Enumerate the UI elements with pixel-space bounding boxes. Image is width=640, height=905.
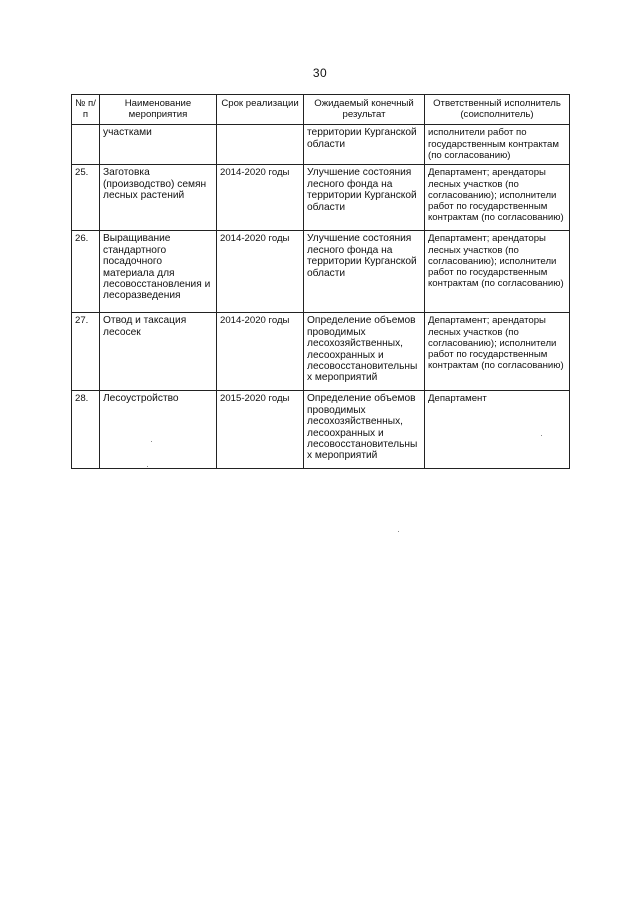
scan-speck: [147, 466, 148, 467]
header-executor: Ответственный исполнитель (соисполнитель): [425, 95, 570, 125]
table-header-row: [72, 95, 570, 125]
cell-executor: Департамент; арендаторы лесных участков (по согласованию); исполнители работ по государственным контрактам (по согласованию): [425, 231, 570, 313]
table-row: [72, 165, 570, 231]
cell-num: [72, 125, 100, 165]
table-row: [72, 231, 570, 313]
cell-executor: исполнители работ по государственным контрактам (по согласованию): [425, 125, 570, 165]
table-row: [72, 125, 570, 165]
cell-term: 2014-2020 годы: [217, 313, 304, 391]
cell-term: [217, 125, 304, 165]
cell-executor: Департамент; арендаторы лесных участков (по согласованию); исполнители работ по государственным контрактам (по согласованию): [425, 165, 570, 231]
cell-result: Определение объемов проводимых лесохозяйственных, лесоохранных и лесовосстановительных мероприятий: [304, 313, 425, 391]
cell-num: 27.: [72, 313, 100, 391]
measures-table: [71, 94, 570, 469]
header-term: Срок реализации: [217, 95, 304, 125]
cell-result: Улучшение состояния лесного фонда на территории Курганской области: [304, 231, 425, 313]
cell-num: 28.: [72, 391, 100, 469]
scan-speck: [151, 441, 152, 442]
scan-speck: [398, 531, 399, 532]
scan-speck: [541, 435, 542, 436]
cell-name: участками: [100, 125, 217, 165]
cell-result: Улучшение состояния лесного фонда на территории Курганской области: [304, 165, 425, 231]
cell-name: Заготовка (производство) семян лесных растений: [100, 165, 217, 231]
cell-name: Лесоустройство: [100, 391, 217, 469]
table-row: [72, 391, 570, 469]
cell-executor: Департамент; арендаторы лесных участков (по согласованию); исполнители работ по государственным контрактам (по согласованию): [425, 313, 570, 391]
page-number: 30: [312, 66, 328, 80]
cell-name: Выращивание стандартного посадочного материала для лесовосстановления и лесоразведения: [100, 231, 217, 313]
cell-term: 2014-2020 годы: [217, 231, 304, 313]
header-num: № п/п: [72, 95, 100, 125]
cell-result: территории Курганской области: [304, 125, 425, 165]
cell-num: 26.: [72, 231, 100, 313]
cell-executor: Департамент: [425, 391, 570, 469]
cell-term: 2014-2020 годы: [217, 165, 304, 231]
header-result: Ожидаемый конечный результат: [304, 95, 425, 125]
header-name: Наименование мероприятия: [100, 95, 217, 125]
cell-term: 2015-2020 годы: [217, 391, 304, 469]
table-row: [72, 313, 570, 391]
cell-result: Определение объемов проводимых лесохозяйственных, лесоохранных и лесовосстановительных мероприятий: [304, 391, 425, 469]
cell-num: 25.: [72, 165, 100, 231]
cell-name: Отвод и таксация лесосек: [100, 313, 217, 391]
